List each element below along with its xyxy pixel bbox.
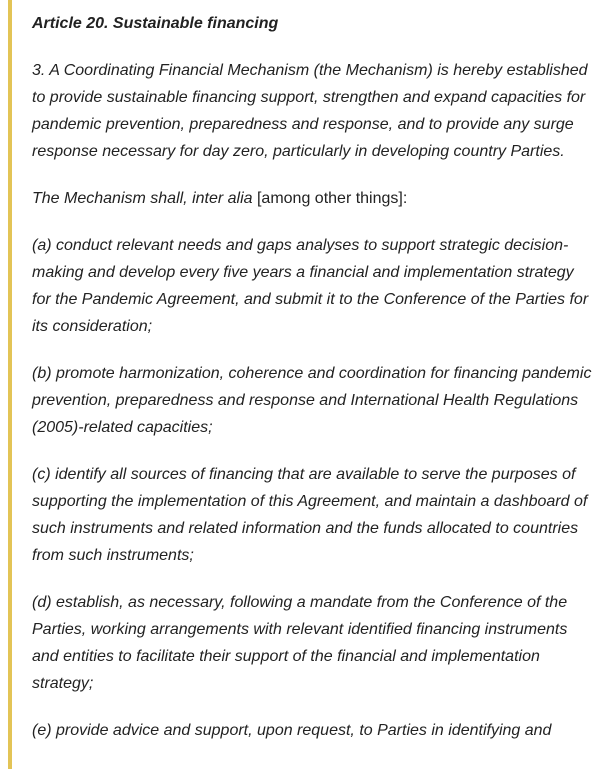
list-item-b: (b) promote harmonization, coherence and coordination for financing pandemic prevention, preparedness and response and International Health Regulations (2005)-related capacities; [32,365,592,436]
intro-colon: : [402,190,408,207]
intro-bracket-text: [among other things] [256,190,403,207]
mechanism-intro [32,185,592,212]
blockquote-bar [8,0,12,769]
article-heading: Article 20. Sustainable financing [32,15,279,32]
intro-italic-text: The Mechanism shall, inter alia [32,190,257,207]
article-excerpt [32,10,592,764]
paragraph-3: 3. A Coordinating Financial Mechanism (the Mechanism) is hereby established to provide sustainable financing support, strengthen and expand capacities for pandemic prevention, preparedness and response, and to provide any surge response necessary for day zero, particularly in developing country Parties. [32,62,588,160]
list-item-e: (e) provide advice and support, upon request, to Parties in identifying and [32,722,552,739]
list-item-d: (d) establish, as necessary, following a mandate from the Conference of the Parties, working arrangements with relevant identified financing instruments and entities to facilitate their support of the financial and implementation strategy; [32,594,568,692]
list-item-a: (a) conduct relevant needs and gaps analyses to support strategic decision-making and develop every five years a financial and implementation strategy for the Pandemic Agreement, and submit it to the Conference of the Parties for its consideration; [32,237,589,335]
list-item-c: (c) identify all sources of financing that are available to serve the purposes of supporting the implementation of this Agreement, and maintain a dashboard of such instruments and related information and the funds allocated to countries from such instruments; [32,466,588,564]
